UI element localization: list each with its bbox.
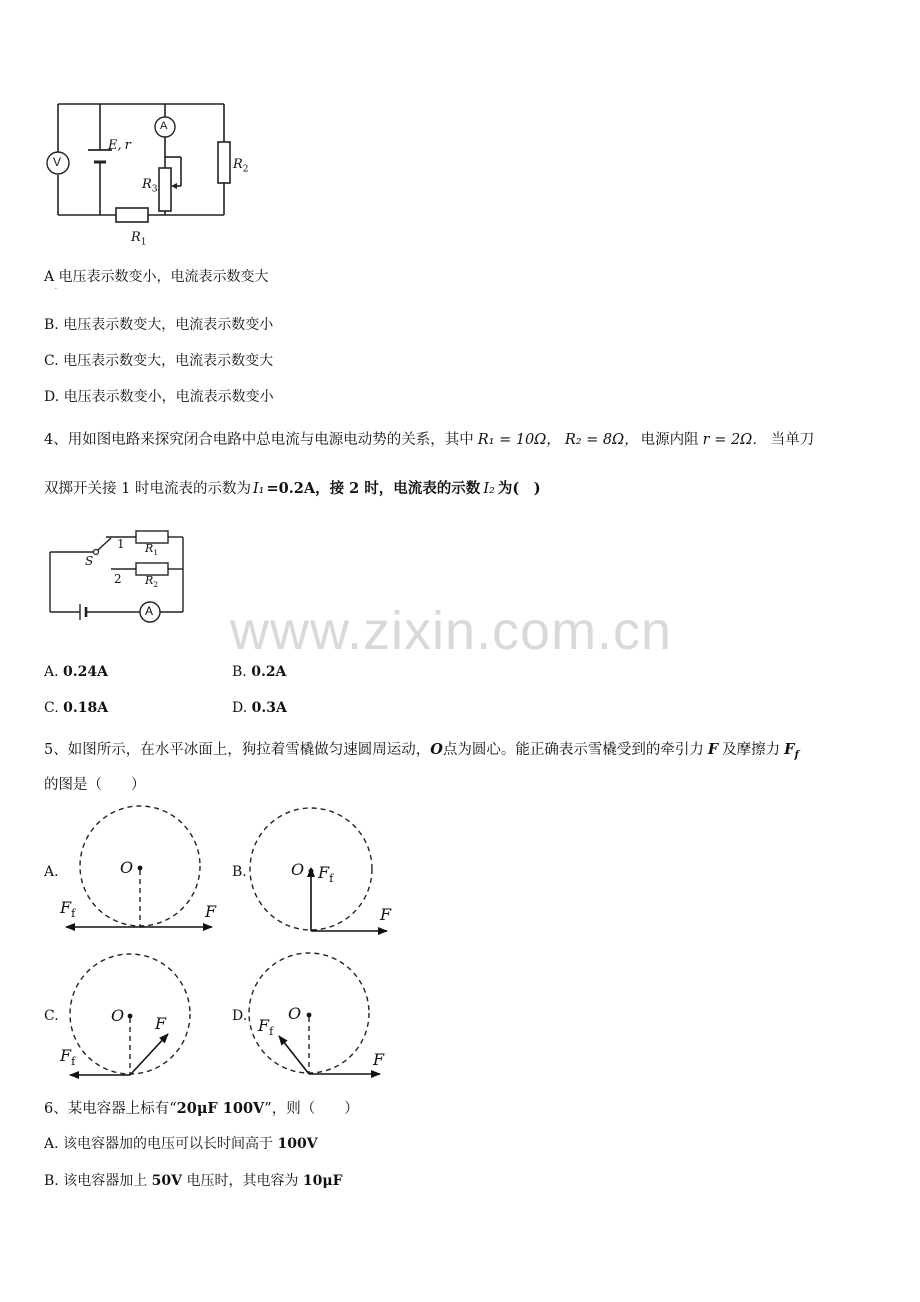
q4-line2: 双掷开关接 1 时电流表的示数为 I₁ =0.2A，接 2 时，电流表的示数 I₂ 为( ) (44, 480, 541, 497)
q5-a-friction: $F_f$ (60, 898, 76, 921)
switch-pos-2: 2 (114, 572, 122, 586)
r2-label-2: $R_2$ (145, 574, 159, 590)
switch-label: S (85, 554, 94, 568)
q5-option-d-label: D. (232, 1008, 248, 1024)
q4-line1: 4、用如图电路来探究闭合电路中总电流与电源电动势的关系，其中 R₁ = 10Ω， R₂ = 8Ω， 电源内阻 r = 2Ω． 当单刀 (44, 432, 815, 448)
q5-b-force: F (380, 905, 392, 924)
r2-label: $R_2$ (233, 157, 249, 175)
ammeter-label-2: A (145, 604, 154, 618)
q5-c-center: O (111, 1006, 125, 1025)
switch-pos-1: 1 (117, 537, 125, 551)
voltmeter-label: V (53, 155, 62, 169)
ammeter-label: A (160, 120, 168, 132)
q5-option-b-label: B. (232, 864, 247, 880)
q5-d-friction: $F_f$ (258, 1016, 274, 1039)
q5-a-force: F (205, 902, 217, 921)
q5-b-friction: $F_f$ (318, 863, 334, 886)
q4-option-b: B. 0.2A (232, 664, 287, 680)
q5-a-center: O (120, 858, 134, 877)
q4-option-d: D. 0.3A (232, 700, 287, 716)
q5-b-center: O (291, 860, 305, 879)
q3-option-b: B. 电压表示数变大，电流表示数变小 (44, 317, 274, 333)
r1-label: $R_1$ (131, 230, 147, 248)
q5-line2: 的图是（ ） (44, 777, 146, 793)
stray-dot: · (55, 286, 57, 293)
q6-stem: 6、某电容器上标有“20μF 100V”，则（ ） (44, 1100, 359, 1117)
q5-option-c-label: C. (44, 1008, 59, 1024)
q5-line1: 5、如图所示，在水平冰面上，狗拉着雪橇做匀速圆周运动，O点为圆心。能正确表示雪橇受到的牵引力 F 及摩擦力 $F_f$ (44, 741, 799, 761)
q5-d-force: F (373, 1050, 385, 1069)
q5-c-force: F (155, 1014, 167, 1033)
q5-c-friction: $F_f$ (60, 1046, 76, 1069)
q5-option-a-label: A. (44, 864, 59, 880)
q4-option-a: A. 0.24A (44, 664, 108, 680)
q5-d-center: O (288, 1004, 302, 1023)
q4-option-c: C. 0.18A (44, 700, 109, 716)
q6-option-b: B. 该电容器加上 50V 电压时，其电容为 10μF (44, 1173, 343, 1189)
source-label: E, r (108, 138, 131, 153)
watermark: www.zixin.com.cn (230, 601, 673, 661)
q3-option-a: A 电压表示数变小，电流表示数变大 (44, 269, 269, 285)
q3-option-d: D. 电压表示数变小，电流表示数变小 (44, 389, 274, 405)
q6-option-a: A. 该电容器加的电压可以长时间高于 100V (44, 1136, 318, 1152)
r3-label: $R_3$ (142, 177, 158, 195)
r1-label-2: $R_1$ (145, 542, 159, 558)
q3-option-c: C. 电压表示数变大，电流表示数变大 (44, 353, 274, 369)
